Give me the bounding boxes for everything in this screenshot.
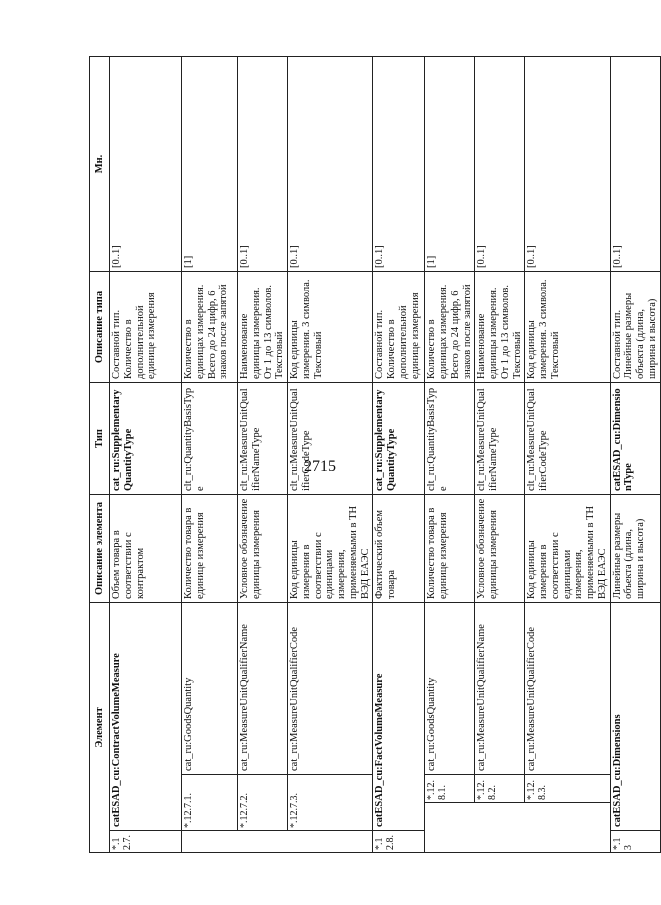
multiplicity: [0..1]	[475, 57, 525, 272]
type-description: Код единицы измерения. 3 символа. Текстовый	[288, 272, 373, 383]
element-name: cat_ru:GoodsQuantity	[182, 603, 238, 775]
element-type: clt_ru:MeasureUnitQualifierCodeType	[525, 383, 610, 495]
header-type-description: Описание типа	[90, 272, 110, 383]
table-row	[110, 57, 182, 853]
type-description: Составной тип. Линейные размеры объекта (длина, ширина и высота)	[610, 272, 660, 383]
element-description: Количество товара в единице измерения	[182, 495, 238, 603]
element-type: clt_ru:QuantityBasisType	[425, 383, 475, 495]
table-row	[475, 57, 525, 853]
row-number: *.12.7.	[110, 831, 182, 853]
type-description: Наименование единицы измерения. От 1 до 13 символов. Текстовый	[238, 272, 288, 383]
row-number: *.12.7.1.	[182, 775, 238, 831]
type-description: Код единицы измерения. 3 символа. Текстовый	[525, 272, 610, 383]
multiplicity: [0..1]	[238, 57, 288, 272]
row-number: *.12.7.3.	[288, 775, 373, 831]
element-description: Количество товара в единице измерения	[425, 495, 475, 603]
element-type: clt_ru:MeasureUnitQualifierNameType	[475, 383, 525, 495]
row-number: *.12.7.2.	[238, 775, 288, 831]
table-row	[238, 57, 288, 853]
element-name: catESAD_cu:ContractVolumeMeasure	[110, 603, 182, 831]
element-type: clt_ru:QuantityBasisType	[182, 383, 238, 495]
type-description: Наименование единицы измерения. От 1 до 13 символов. Текстовый	[475, 272, 525, 383]
header-description: Описание элемента	[90, 495, 110, 603]
element-type: catESAD_cu:DimensionType	[610, 383, 660, 495]
element-type: cat_ru:SupplementaryQuantityType	[373, 383, 425, 495]
table-row	[425, 57, 475, 853]
element-type: clt_ru:MeasureUnitQualifierNameType	[238, 383, 288, 495]
page-number: 2715	[304, 458, 336, 475]
element-description: Условное обозначение единицы измерения	[238, 495, 288, 603]
elements-table	[89, 56, 661, 853]
multiplicity: [0..1]	[610, 57, 660, 272]
element-type: cat_ru:SupplementaryQuantityType	[110, 383, 182, 495]
multiplicity: [0..1]	[525, 57, 610, 272]
element-description: Фактический объем товара	[373, 495, 425, 603]
element-description: Объем товара в соответствии с контрактом	[110, 495, 182, 603]
rotated-table-container	[89, 57, 658, 853]
header-row	[90, 57, 110, 853]
type-description: Составной тип. Количество в дополнительной единице измерения	[110, 272, 182, 383]
row-number: *.12.8.	[373, 831, 425, 853]
element-description: Условное обозначение единицы измерения	[475, 495, 525, 603]
table-row	[182, 57, 238, 853]
element-name: cat_ru:MeasureUnitQualifierName	[475, 603, 525, 775]
element-name: cat_ru:MeasureUnitQualifierName	[238, 603, 288, 775]
multiplicity: [0..1]	[110, 57, 182, 272]
row-number: *.13	[610, 831, 660, 853]
table-row	[610, 57, 660, 853]
rotated-table-wrapper	[89, 57, 658, 853]
element-description: Линейные размеры объекта (длина, ширина и высота)	[610, 495, 660, 603]
header-type: Тип	[90, 383, 110, 495]
row-number: *.12.8.1.	[425, 775, 475, 803]
element-name: cat_ru:MeasureUnitQualifierCode	[288, 603, 373, 775]
table-row	[525, 57, 610, 853]
row-number: *.12.8.2.	[475, 775, 525, 803]
multiplicity: [0..1]	[373, 57, 425, 272]
multiplicity: [1]	[425, 57, 475, 272]
indent-cell	[182, 831, 373, 853]
header-element: Элемент	[90, 603, 110, 853]
row-number: *.12.8.3.	[525, 775, 610, 803]
element-type: clt_ru:MeasureUnitQualifierCodeType	[288, 383, 373, 495]
element-name: cat_ru:MeasureUnitQualifierCode	[525, 603, 610, 775]
type-description: Количество в единицах измерения. Всего до 24 цифр, 6 знаков после запятой	[425, 272, 475, 383]
type-description: Количество в единицах измерения. Всего до 24 цифр, 6 знаков после запятой	[182, 272, 238, 383]
indent-cell	[425, 803, 610, 853]
multiplicity: [0..1]	[288, 57, 373, 272]
element-description: Код единицы измерения в соответствии с единицами измерения, применяемыми в ТН ВЭД ЕАЭС	[525, 495, 610, 603]
element-name: catESAD_cu:Dimensions	[610, 603, 660, 831]
table-row	[288, 57, 373, 853]
type-description: Составной тип. Количество в дополнительной единице измерения	[373, 272, 425, 383]
header-mult: Мн.	[90, 57, 110, 272]
element-name: catESAD_cu:FactVolumeMeasure	[373, 603, 425, 831]
table-row	[373, 57, 425, 853]
multiplicity: [1]	[182, 57, 238, 272]
element-name: cat_ru:GoodsQuantity	[425, 603, 475, 775]
element-description: Код единицы измерения в соответствии с единицами измерения, применяемыми в ТН ВЭД ЕАЭС	[288, 495, 373, 603]
